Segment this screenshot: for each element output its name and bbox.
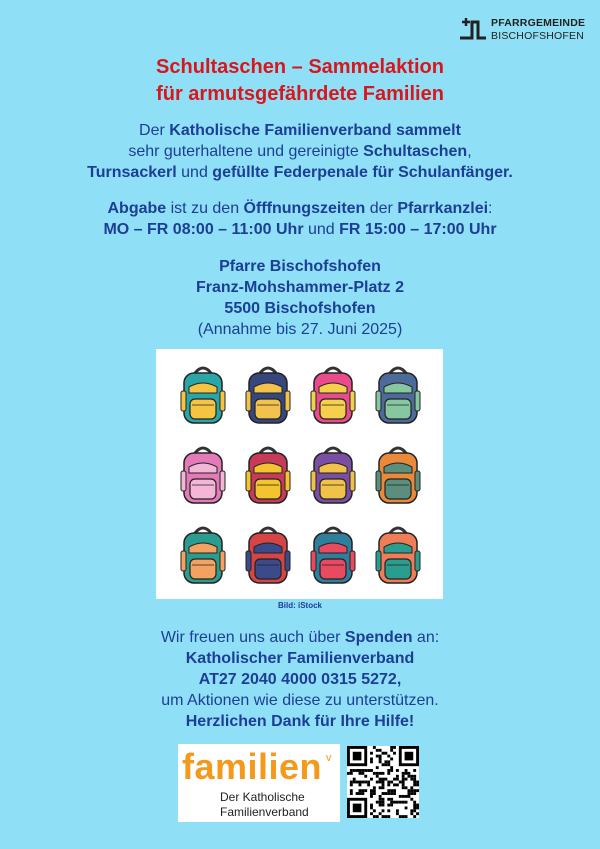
backpack-icon: [243, 365, 293, 425]
page-title: [0, 54, 600, 108]
donation-block: [0, 627, 600, 732]
backpack-icon: [178, 365, 228, 425]
hours-text: und: [303, 221, 340, 238]
intro-bold: gefüllte Federpenale für Schulanfänger.: [212, 164, 513, 181]
hours-bold: Abgabe: [107, 200, 167, 217]
donation-text: an:: [412, 629, 440, 646]
donation-iban: AT27 2040 4000 0315 5272,: [198, 671, 402, 688]
address-block: [0, 256, 600, 340]
hours-bold: Öfffnungszeiten: [243, 200, 366, 217]
intro-text: sehr guterhaltene und gereinigte: [128, 143, 364, 160]
title-line2: für armutsgefährdete Familien: [156, 83, 444, 105]
logo-line1: PFARRGEMEINDE: [491, 17, 586, 29]
intro-text: und: [176, 164, 213, 181]
donation-recipient: Katholischer Familienverband: [185, 650, 415, 667]
backpack-icon: [373, 445, 423, 505]
deadline-note: (Annahme bis 27. Juni 2025): [197, 321, 403, 338]
intro-text: Der: [139, 122, 170, 139]
backpack-icon: [308, 525, 358, 585]
backpack-icon: [178, 525, 228, 585]
backpack-icon: [243, 525, 293, 585]
familienverband-logo: [178, 744, 340, 822]
image-caption: Bild: iStock: [277, 601, 322, 610]
address-line: 5500 Bischofshofen: [224, 300, 376, 317]
familien-subtitle: Familienverband: [220, 805, 309, 819]
backpack-icon: [243, 445, 293, 505]
parish-logo-icon: [458, 16, 488, 42]
intro-bold: Schultaschen: [363, 143, 468, 160]
opening-hours: [0, 198, 600, 240]
backpack-icon: [308, 445, 358, 505]
hours-bold: Pfarrkanzlei: [397, 200, 489, 217]
qr-code[interactable]: [347, 746, 419, 818]
title-line1: Schultaschen – Sammelaktion: [156, 56, 444, 78]
familien-subtitle: Der Katholische: [220, 790, 305, 804]
backpack-icon: [178, 445, 228, 505]
hours-bold: MO – FR 08:00 – 11:00 Uhr: [103, 221, 304, 238]
qr-code-graphic: [347, 746, 419, 818]
hours-text: ist zu den: [166, 200, 244, 217]
donation-bold: Spenden: [344, 629, 413, 646]
address-line: Pfarre Bischofshofen: [219, 258, 381, 275]
intro-bold: Turnsackerl: [87, 164, 177, 181]
donation-text: Wir freuen uns auch über: [160, 629, 345, 646]
hours-text: :: [488, 200, 493, 217]
hours-text: der: [365, 200, 398, 217]
intro-bold: Katholische Familienverband sammelt: [169, 122, 461, 139]
intro-paragraph: Der Katholische Familienverband sammelt sehr guterhaltene und gereinigte Schultaschen, Turnsackerl und gefüllte Federpenale für Schulanfänger.: [87, 122, 513, 181]
logo-line2: BISCHOFSHOFEN: [491, 30, 585, 42]
backpack-icon: [373, 525, 423, 585]
parish-logo: [458, 14, 590, 46]
backpacks-image: [156, 349, 443, 599]
familien-wordmark: familien: [182, 746, 323, 787]
donation-text: um Aktionen wie diese zu unterstützen.: [161, 692, 439, 709]
address-line: Franz-Mohshammer-Platz 2: [195, 279, 405, 296]
backpack-icon: [373, 365, 423, 425]
hours-bold: FR 15:00 – 17:00 Uhr: [339, 221, 497, 238]
familien-mark: v: [326, 752, 332, 764]
thank-you: Herzlichen Dank für Ihre Hilfe!: [185, 713, 415, 730]
backpack-icon: [308, 365, 358, 425]
